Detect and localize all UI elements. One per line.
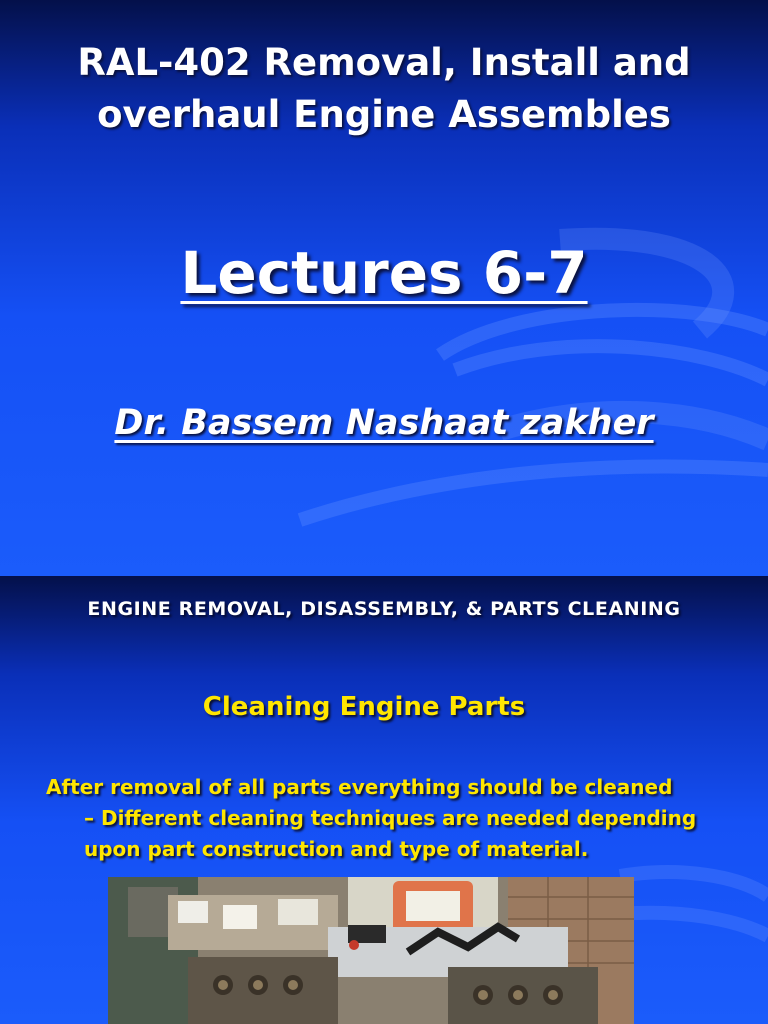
bullet-sub-line-1: – Different cleaning techniques are needed depending [84, 806, 697, 830]
slide-title: ENGINE REMOVAL, DISASSEMBLY, & PARTS CLEANING [87, 598, 681, 620]
lectures-heading-text: Lectures 6-7 [180, 239, 588, 307]
author-name-text: Dr. Bassem Nashaat zakher [114, 403, 654, 443]
bullet-list [46, 772, 746, 865]
section-heading: Cleaning Engine Parts [202, 692, 526, 722]
bullet-main: After removal of all parts everything should be cleaned [46, 775, 673, 799]
author-name [0, 400, 768, 446]
engine-parts-photo [108, 877, 634, 1024]
content-slide [0, 576, 768, 1024]
bullet-sub-line-2: upon part construction and type of material. [84, 837, 589, 861]
presentation-title-line-2: overhaul Engine Assembles [97, 93, 671, 136]
lectures-heading [0, 238, 768, 308]
presentation-title-line-1: RAL-402 Removal, Install and [77, 41, 691, 84]
